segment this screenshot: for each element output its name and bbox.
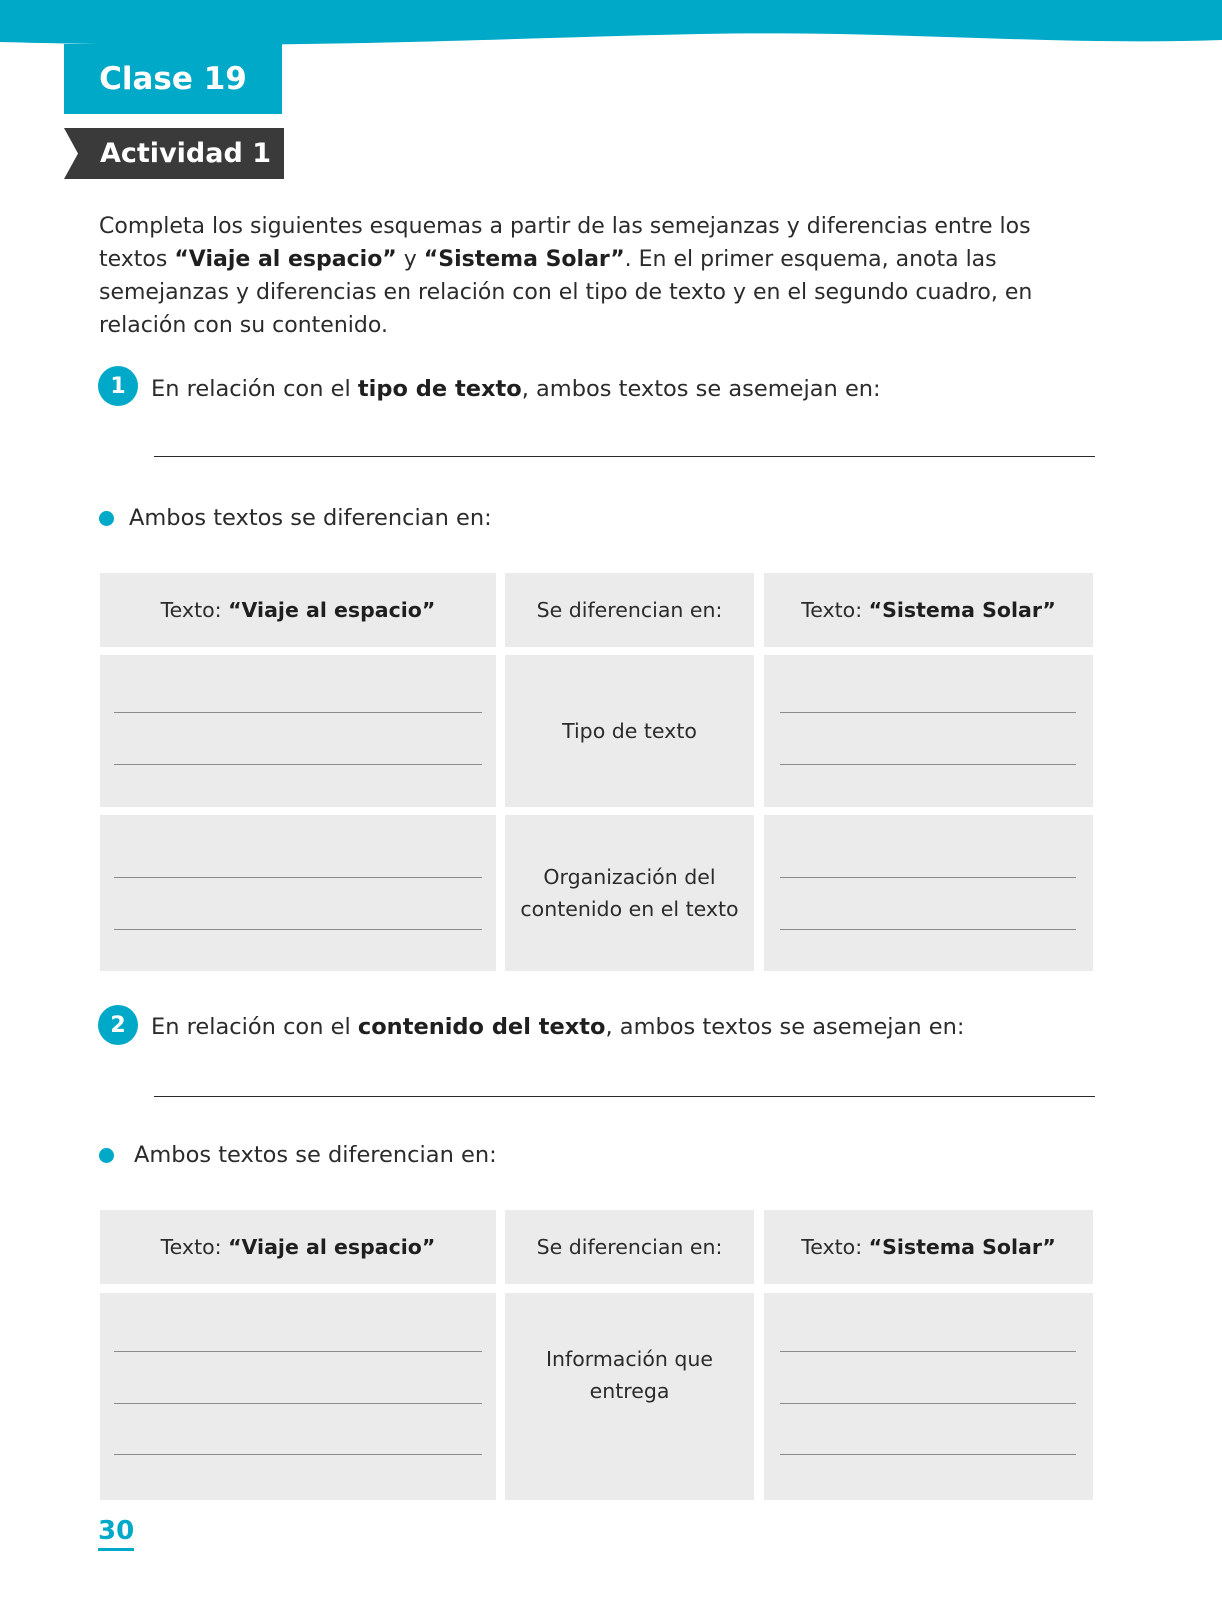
answer-cell[interactable]	[764, 815, 1093, 971]
lesson-tab	[64, 44, 282, 114]
page-number: 30	[98, 1516, 134, 1551]
question-number-1: 1	[98, 366, 138, 406]
header-right: Texto: “Sistema Solar”	[764, 1210, 1093, 1284]
answer-cell[interactable]	[100, 655, 496, 807]
activity-tab	[64, 128, 284, 179]
bullet-text-1: Ambos textos se diferencian en:	[129, 505, 492, 531]
header-right: Texto: “Sistema Solar”	[764, 573, 1093, 647]
answer-line-1[interactable]	[154, 456, 1095, 457]
header-middle: Se diferencian en:	[505, 1210, 754, 1284]
bullet-dot-icon	[99, 511, 114, 526]
question-1-text: En relación con el tipo de texto, ambos textos se asemejan en:	[151, 376, 881, 402]
write-line	[780, 877, 1076, 878]
activity-title: Actividad 1	[100, 138, 271, 169]
answer-line-2[interactable]	[154, 1096, 1095, 1097]
instructions-paragraph: Completa los siguientes esquemas a partir de las semejanzas y diferencias entre los textos “Viaje al espacio” y “Sistema Solar”. En el primer esquema, anota las semejanzas y diferencias en relación con el tipo de texto y en el segundo cuadro, en relación con su contenido.	[99, 214, 1033, 338]
write-line	[780, 929, 1076, 930]
write-line	[780, 764, 1076, 765]
write-line	[114, 877, 482, 878]
header-middle: Se diferencian en:	[505, 573, 754, 647]
question-number-2: 2	[98, 1005, 138, 1045]
write-line	[780, 712, 1076, 713]
answer-cell[interactable]	[764, 655, 1093, 807]
write-line	[780, 1351, 1076, 1352]
header-left: Texto: “Viaje al espacio”	[100, 573, 496, 647]
write-line	[780, 1403, 1076, 1404]
write-line	[114, 1351, 482, 1352]
criterion-cell: Tipo de texto	[505, 655, 754, 807]
write-line	[114, 712, 482, 713]
bullet-text-2: Ambos textos se diferencian en:	[134, 1142, 497, 1168]
answer-cell[interactable]	[100, 815, 496, 971]
write-line	[780, 1454, 1076, 1455]
question-2-text: En relación con el contenido del texto, ambos textos se asemejan en:	[151, 1014, 965, 1040]
criterion-cell: Organización del contenido en el texto	[505, 815, 754, 971]
answer-cell[interactable]	[100, 1293, 496, 1500]
write-line	[114, 764, 482, 765]
criterion-cell: Información que entrega	[505, 1293, 754, 1500]
write-line	[114, 1403, 482, 1404]
lesson-title: Clase 19	[99, 61, 247, 97]
answer-cell[interactable]	[764, 1293, 1093, 1500]
write-line	[114, 1454, 482, 1455]
header-left: Texto: “Viaje al espacio”	[100, 1210, 496, 1284]
bullet-dot-icon	[99, 1148, 114, 1163]
write-line	[114, 929, 482, 930]
